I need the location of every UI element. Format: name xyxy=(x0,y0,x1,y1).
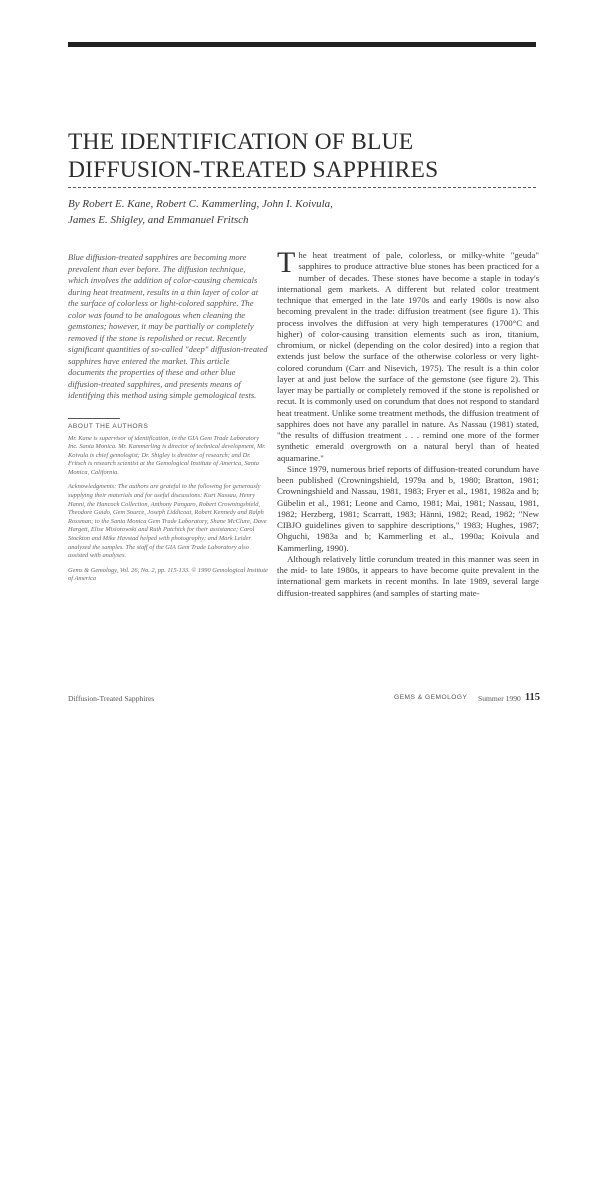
page-number: 115 xyxy=(524,692,540,703)
paragraph-1-text: he heat treatment of pale, colorless, or milky-white "geuda" sapphires to produce attractive blue stones has been practiced for a number of decades. These stones have become a staple in today's international gem markets. A different but related color treatment technique that emerged in the late 1970s and early 1980s is now also becoming prevalent in the trade: diffusion treatment (see figure 1). This process involves the diffusion at very high temperatures (1700°C and higher) of color-causing transition elements such as iron, titanium, chromium, or nickel (depending on the color desired) into a region that extends just below the surface of the otherwise colorless or very light-colored corundum (Carr and Nisevich, 1975). The result is a thin color layer at and just below the surface of the gemstone (see figure 2). This layer may be partially or completely removed if the stone is repolished or recut. It is commonly used on corundum that does not respond to standard heat treatment. Unlike some treatment methods, the diffusion treatment of sapphires does not have any parallel in nature. As Nassau (1981) stated, "the results of diffusion treatment . . . remind one more of the former synthetic emerald overgrowth on a natural beryl than of heated aquamarine." xyxy=(277,250,539,463)
body-paragraph-3: Although relatively little corundum treated in this manner was seen in the mid- to late 1980s, it appears to have become quite prevalent in the international gem markets in recent months. In late 1989, several large diffusion-treated sapphires (and samples of starting mate- xyxy=(277,553,539,598)
top-rule xyxy=(68,42,536,47)
author-line-2: James E. Shigley, and Emmanuel Fritsch xyxy=(68,214,249,226)
body-column xyxy=(277,246,539,599)
acknowledgments: Acknowledgments: The authors are grateful to the following for generously supplying their materials and for useful discussions: Kurt Nassau, Henry Hanni, the Hancock Collection, Anthony Pangaro, Robert Crowningshield, Theodore Guido, Gem Source, Joseph Liddicoat, Robert Kennedy and Ralph Rossman; to the Santa Monica Gem Trade Laboratory, Shane McClure, Dave Hargett, Elise Misiorowski and Ruth Patchick for their assistance; Carol Stockton and Mike Havstad helped with photography; and Mark Leider analyzed the samples. The staff of the GIA Gem Trade Laboratory also assisted with analyses. xyxy=(68,483,267,560)
article-title: THE IDENTIFICATION OF BLUE DIFFUSION-TREATED SAPPHIRES xyxy=(68,129,439,183)
author-line-1: By Robert E. Kane, Robert C. Kammerling, John I. Koivula, xyxy=(68,198,333,210)
abstract: Blue diffusion-treated sapphires are becoming more prevalent than ever before. The diffusion technique, which involves the addition of color-causing chemicals during heat treatment, results in a thin layer of color at the surface of colorless or light-colored sapphire. The color was found to be analogous when cleaning the gemstones; however, it may be partially or completely removed if the stone is repolished or recut. Recently significant quantities of so-called "deep" diffusion-treated sapphires have entered the market. This article documents the properties of these and other blue diffusion-treated sapphires, and presents means of identifying this method using simple gemological tests. xyxy=(68,252,268,400)
page-footer xyxy=(68,692,540,706)
body-paragraph-2: Since 1979, numerous brief reports of diffusion-treated corundum have been published (Crowningshield, 1979a and b, 1980; Bratton, 1981; Crowningshield and Nassau, 1981, 1983; Fryer et al., 1981, 1982a and b; Gübelin et al., 1981; Leone and Camo, 1981; Mai, 1981; Nassau, 1981, 1982; Herzberg, 1981; Scarratt, 1983; Hänni, 1982; Read, 1982; "New CIBJO guidelines given to sapphire descriptions," 1983; Hughes, 1987; Ohguchi, 1983a and b; Kammerling et al., 1990a; Koivula and Kammerling, 1990). xyxy=(277,463,539,553)
journal-name: GEMS & GEMOLOGY xyxy=(394,694,468,701)
running-footer-title: Diffusion-Treated Sapphires xyxy=(68,694,155,703)
copyright-notice: Gems & Gemology, Vol. 26, No. 2, pp. 115-133. © 1990 Gemological Institute of America xyxy=(68,566,268,583)
drop-cap: T xyxy=(277,246,296,279)
about-authors-heading: ABOUT THE AUTHORS xyxy=(68,422,149,430)
body-paragraph-1 xyxy=(277,246,539,464)
left-column xyxy=(68,252,268,590)
title-divider xyxy=(68,187,536,188)
author-byline xyxy=(68,196,508,228)
about-divider xyxy=(68,418,120,419)
author-bio: Mr. Kane is supervisor of identification, in the GIA Gem Trade Laboratory Inc. Santa Monica. Mr. Kammerling is director of technical development, Mr. Koivula is chief gemologist; Dr. Shigley is director of research; and Dr. Fritsch is research scientist at the Gemological Institute of America, Santa Monica, California. xyxy=(68,434,266,476)
issue-season: Summer 1990 xyxy=(478,694,521,703)
